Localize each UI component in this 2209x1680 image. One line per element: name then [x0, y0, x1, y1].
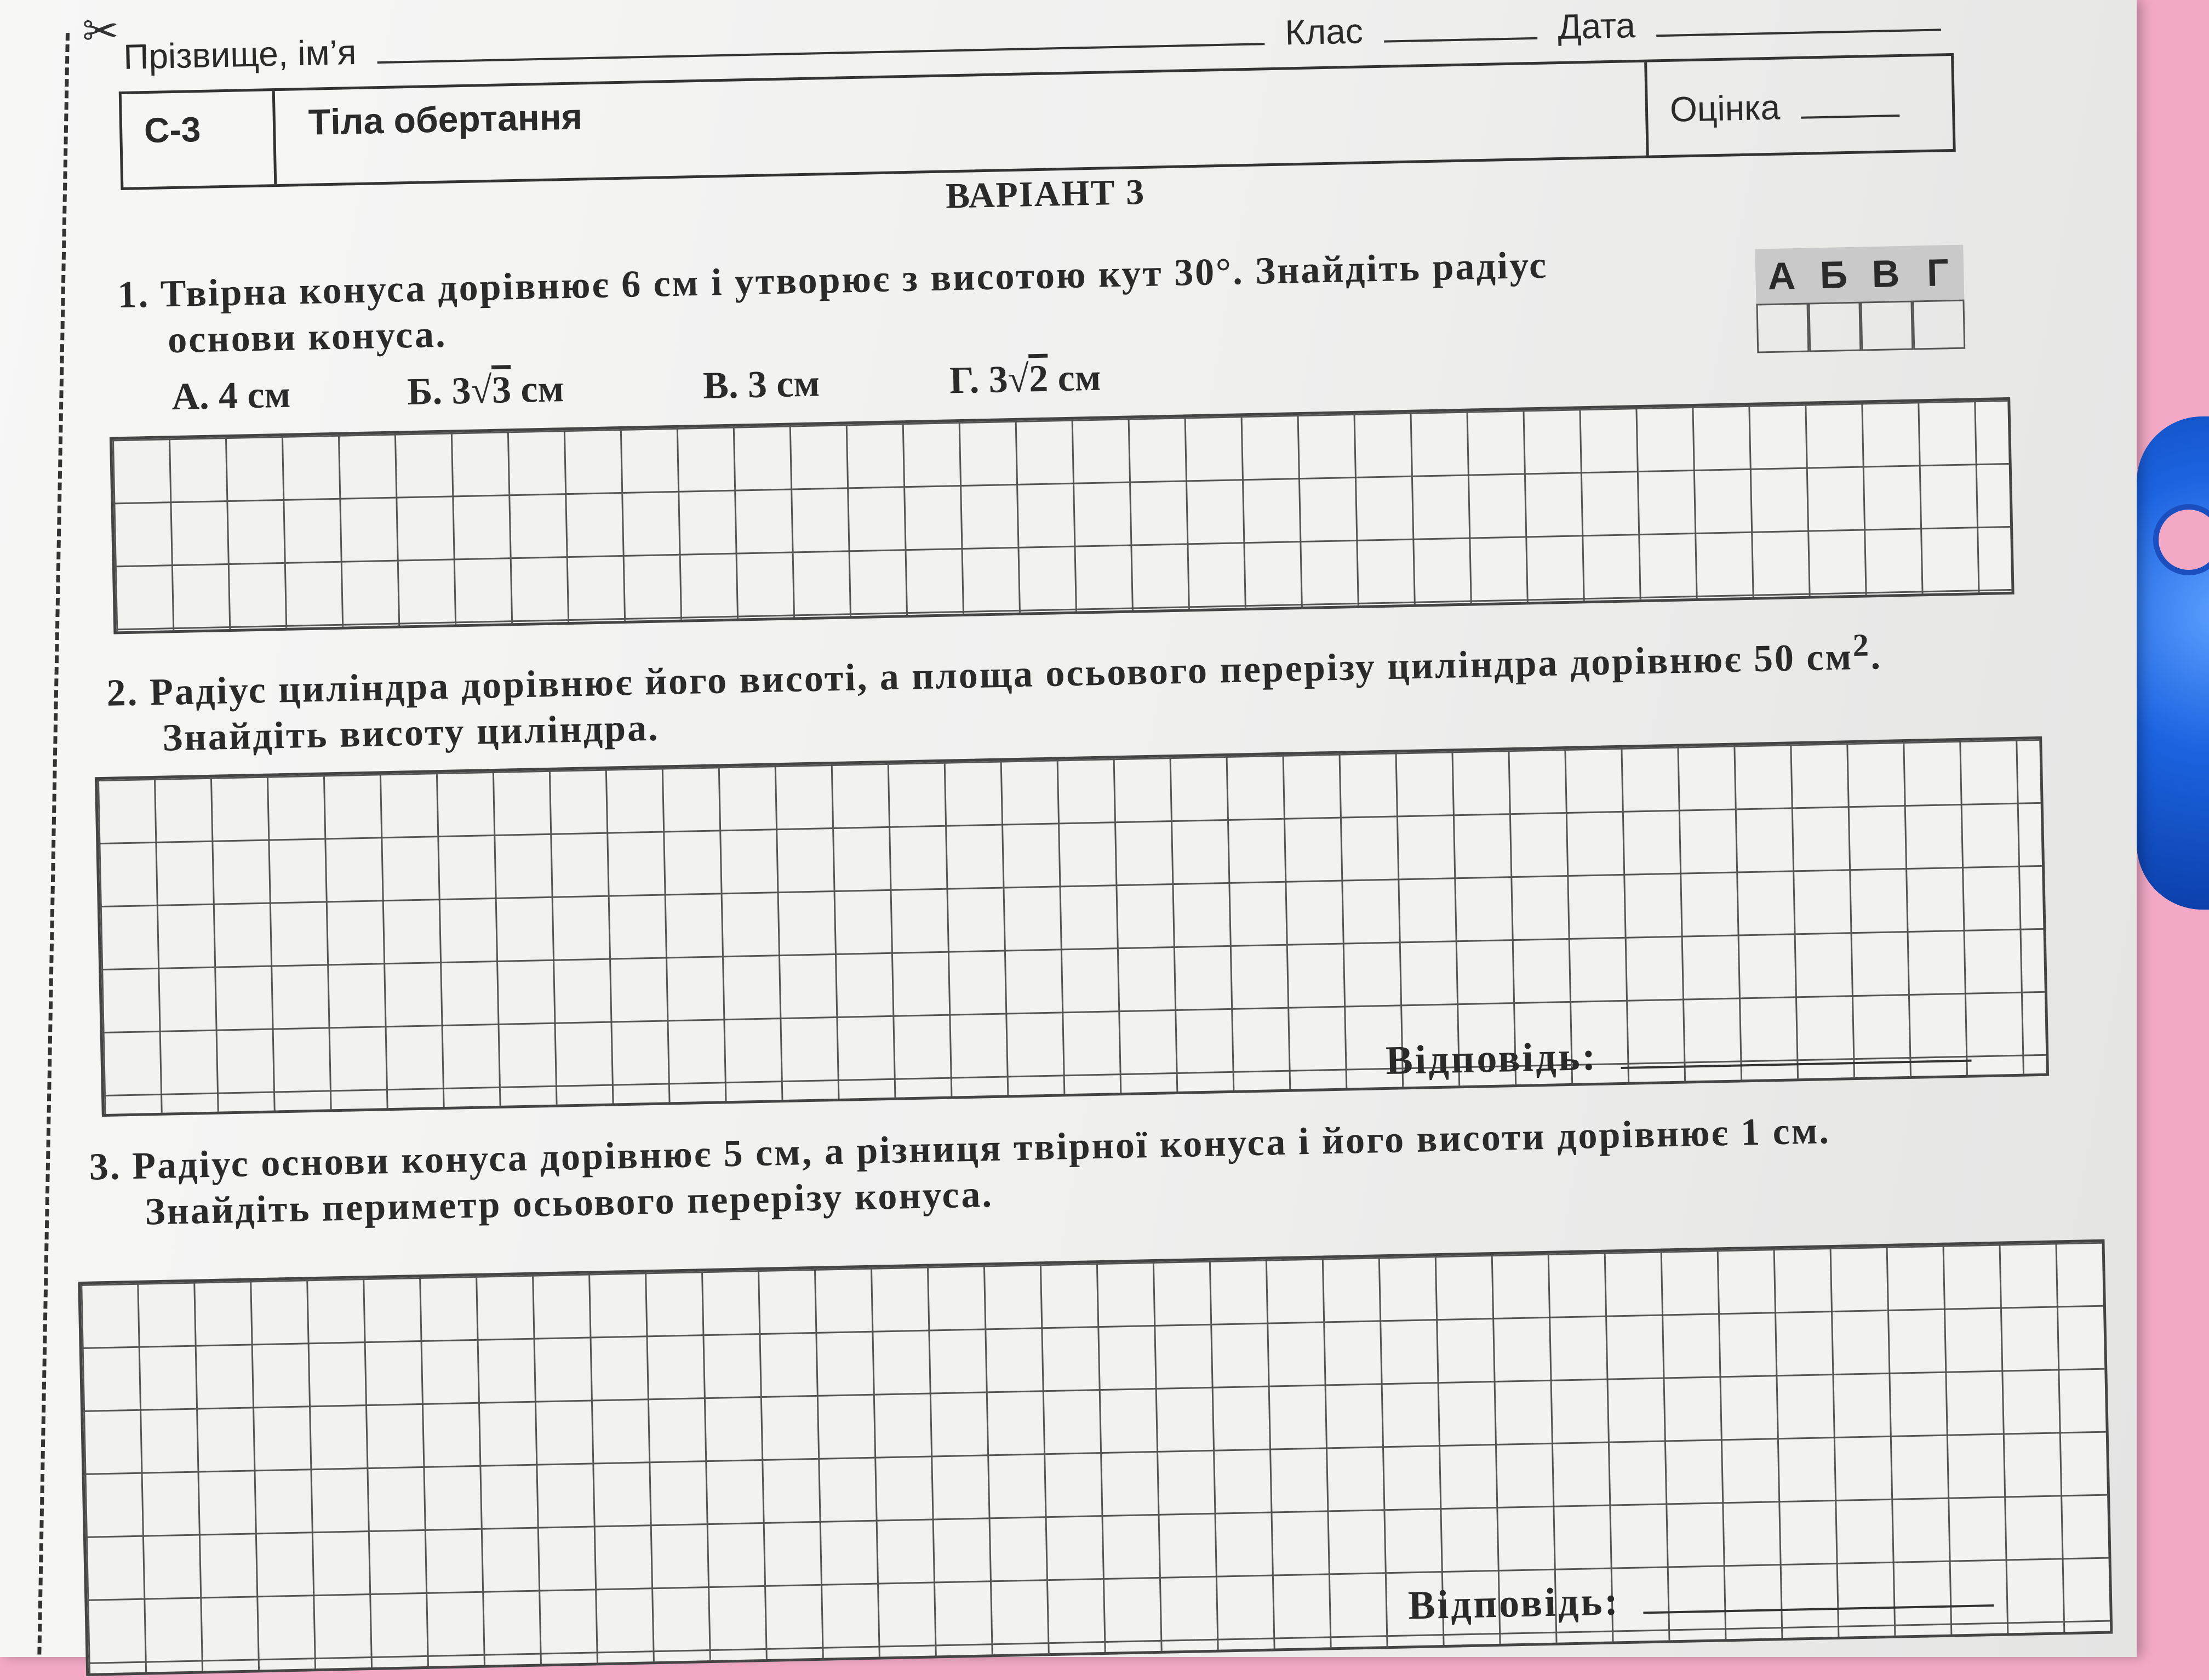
task-2: 2. Радіус циліндра дорівнює його висоті, а площа осьового перерізу циліндра дорівнює 50 $см^2$. Знайдіть висоту циліндра. — [106, 618, 2058, 763]
choice-box-b[interactable] — [1808, 302, 1861, 352]
option-g: Г. 3√2 см — [949, 356, 1102, 402]
variant-heading: ВАРІАНТ 3 — [945, 172, 1146, 216]
class-label: Клас — [1284, 11, 1364, 53]
task-1-text-line1: Твірна конуса дорівнює 6 см і утворює з висотою кут 30°. Знайдіть радіус — [160, 244, 1548, 316]
task-2-superscript: 2 — [1852, 627, 1871, 663]
choice-header-g: Г — [1926, 251, 1949, 295]
option-a: А. 4 см — [171, 373, 291, 419]
grade-field[interactable] — [1800, 93, 1899, 119]
task-2-answer-label: Відповідь: — [1385, 1033, 1598, 1084]
task-1-text-line2: основи конуса. — [167, 313, 448, 362]
title-box — [119, 53, 1956, 190]
task-1-number: 1. — [117, 273, 150, 317]
scissors-icon: ✂ — [82, 5, 119, 56]
task-3-text-line1: Радіус основи конуса дорівнює 5 см, а різниця твірної конуса і його висоти дорівнює 1 см. — [131, 1110, 1831, 1187]
task-2-text-line2: Знайдіть висоту циліндра. — [162, 706, 660, 759]
task-3-answer-label: Відповідь: — [1407, 1579, 1621, 1628]
worksheet-title: Тіла обертання — [308, 96, 583, 142]
task-2-number: 2. — [106, 671, 139, 715]
option-b: Б. 3√3 см — [407, 368, 564, 414]
name-field[interactable] — [376, 15, 1264, 64]
choice-box-a[interactable] — [1756, 303, 1809, 353]
option-v: В. 3 см — [702, 362, 820, 407]
choice-header-v: В — [1871, 252, 1900, 296]
task-1 — [117, 238, 1741, 364]
grade-cell — [1644, 56, 1953, 156]
choice-box-g[interactable] — [1912, 300, 1965, 350]
task-3-text-line2: Знайдіть периметр осьового перерізу конуса. — [144, 1173, 994, 1233]
task-3-number: 3. — [88, 1145, 122, 1188]
date-field[interactable] — [1656, 1, 1941, 37]
choice-box-v[interactable] — [1860, 301, 1913, 351]
task-2-answer-field[interactable] — [1621, 1038, 1972, 1069]
choice-header-a: А — [1767, 254, 1796, 298]
name-label: Прізвище, ім’я — [123, 32, 357, 77]
class-field[interactable] — [1383, 10, 1537, 43]
task-3-answer-field[interactable] — [1643, 1582, 1994, 1614]
task-1-work-grid[interactable] — [110, 397, 2015, 635]
date-label: Дата — [1557, 5, 1636, 47]
task-2-text-line1: Радіус циліндра дорівнює його висоті, а площа осьового перерізу циліндра дорівнює 50 см — [149, 636, 1853, 714]
choice-header-b: Б — [1819, 253, 1848, 297]
task-3 — [89, 1102, 2118, 1236]
grade-label: Оцінка — [1669, 87, 1781, 129]
worksheet-code: С-3 — [122, 91, 277, 187]
answer-choice-table — [1755, 245, 1965, 353]
